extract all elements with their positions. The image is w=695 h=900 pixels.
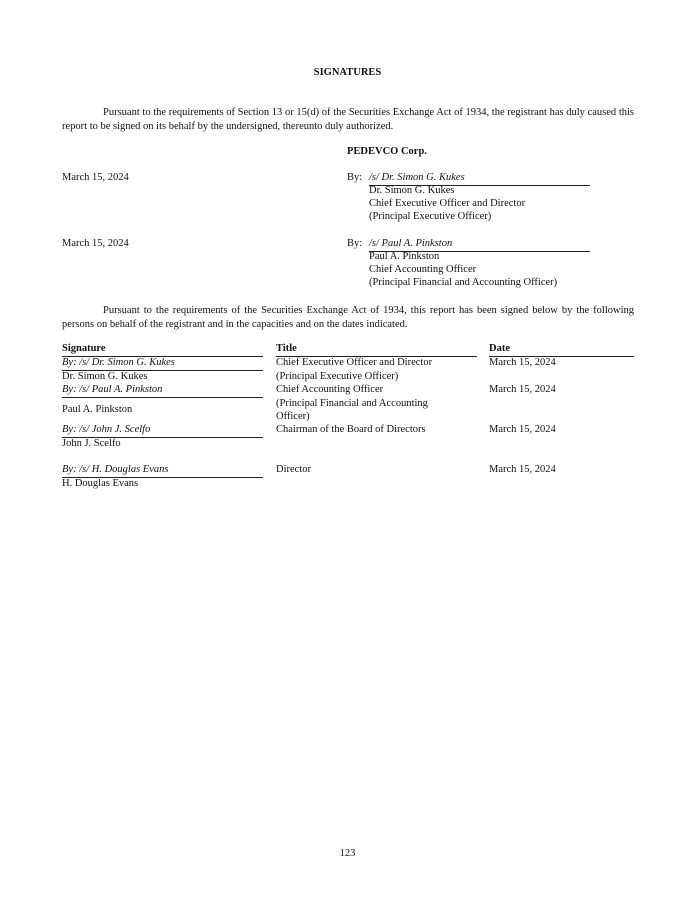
row-date: March 15, 2024 xyxy=(489,384,556,395)
signature-line: /s/ Dr. Simon G. Kukes xyxy=(369,172,590,186)
row-title-capacity: (Principal Financial and Accounting xyxy=(276,398,428,409)
second-paragraph: Pursuant to the requirements of the Securities Exchange Act of 1934, this report has been signed below by the following persons on behalf of the registrant and in the capacities and on the dates indicated. xyxy=(62,305,634,330)
page-number: 123 xyxy=(339,848,356,859)
signer-name: Dr. Simon G. Kukes xyxy=(369,185,455,196)
signer-title: Chief Executive Officer and Director xyxy=(369,198,526,209)
by-label: By: xyxy=(347,172,363,183)
column-header-signature: Signature xyxy=(62,343,263,357)
row-name: H. Douglas Evans xyxy=(62,478,139,489)
column-header-title: Title xyxy=(276,343,477,357)
row-signature: By: /s/ H. Douglas Evans xyxy=(62,464,263,478)
row-signature: By: /s/ Dr. Simon G. Kukes xyxy=(62,357,263,371)
signer-capacity: (Principal Financial and Accounting Officer) xyxy=(369,277,558,288)
row-date: March 15, 2024 xyxy=(489,357,556,368)
signer-capacity: (Principal Executive Officer) xyxy=(369,211,492,222)
row-name: John J. Scelfo xyxy=(62,438,121,449)
row-title: Director xyxy=(276,464,311,475)
row-name: Paul A. Pinkston xyxy=(62,404,133,415)
company-name: PEDEVCO Corp. xyxy=(347,146,427,157)
row-title: Chief Accounting Officer xyxy=(276,384,384,395)
row-date: March 15, 2024 xyxy=(489,464,556,475)
signer-title: Chief Accounting Officer xyxy=(369,264,477,275)
by-label: By: xyxy=(347,238,363,249)
signature-date: March 15, 2024 xyxy=(62,172,129,183)
row-title-capacity: (Principal Executive Officer) xyxy=(276,371,399,382)
row-signature: By: /s/ Paul A. Pinkston xyxy=(62,384,263,398)
row-title: Chairman of the Board of Directors xyxy=(276,424,426,435)
page-title: SIGNATURES xyxy=(313,67,382,78)
intro-paragraph: Pursuant to the requirements of Section 13 or 15(d) of the Securities Exchange Act of 1934, the registrant has duly caused this report to be signed on its behalf by the undersigned, thereunto duly authorized. xyxy=(62,107,634,132)
signer-name: Paul A. Pinkston xyxy=(369,251,440,262)
column-header-date: Date xyxy=(489,343,634,357)
row-title: Chief Executive Officer and Director xyxy=(276,357,433,368)
signature-date: March 15, 2024 xyxy=(62,238,129,249)
row-date: March 15, 2024 xyxy=(489,424,556,435)
row-name: Dr. Simon G. Kukes xyxy=(62,371,148,382)
row-title-capacity-cont: Officer) xyxy=(276,411,310,422)
row-signature: By: /s/ John J. Scelfo xyxy=(62,424,263,438)
signature-line: /s/ Paul A. Pinkston xyxy=(369,238,590,252)
